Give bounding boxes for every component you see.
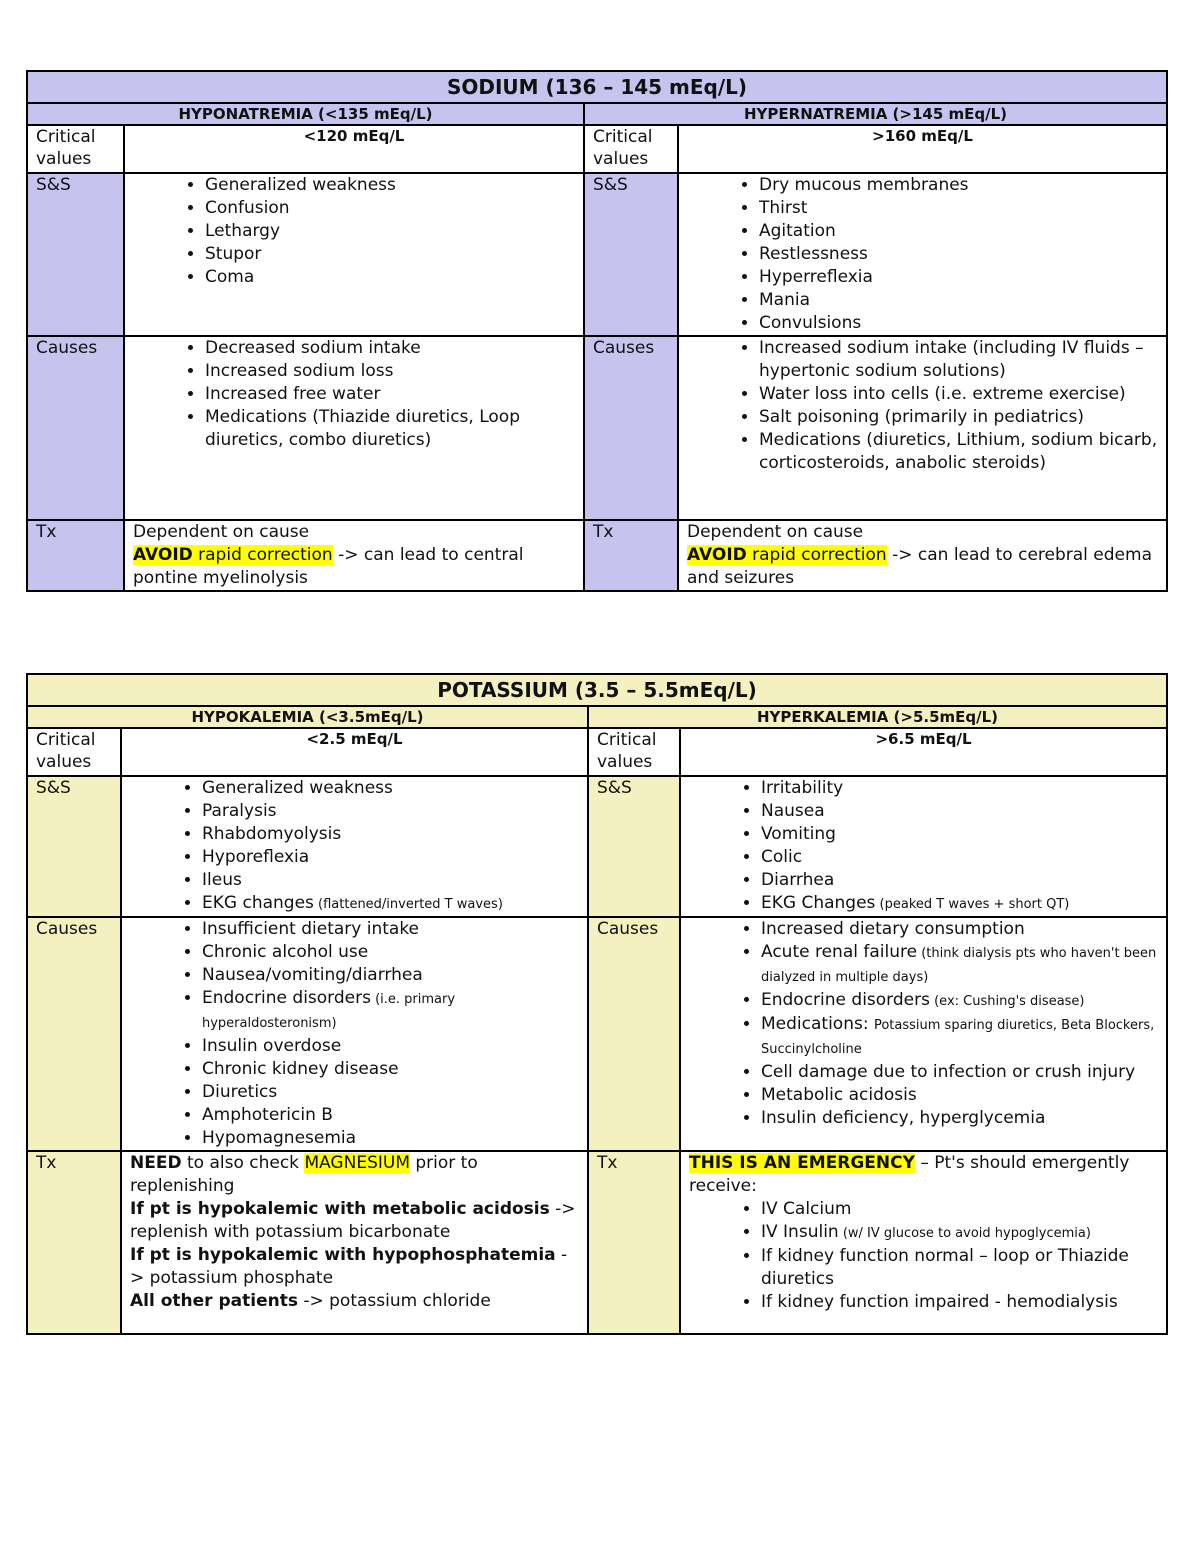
tx-label: Tx xyxy=(584,520,678,591)
list-item: • Coma xyxy=(205,266,575,289)
list-item: • Increased sodium loss xyxy=(205,360,575,383)
tx-line xyxy=(689,1152,1158,1198)
ss-label: S&S xyxy=(27,173,124,336)
list-item: • Hyperreflexia xyxy=(759,266,1158,289)
list-item: • Ileus xyxy=(202,869,579,892)
tx-bold: All other patients xyxy=(130,1291,298,1311)
ss-list-cell xyxy=(124,173,584,336)
list-item: • Water loss into cells (i.e. extreme exercise) xyxy=(759,383,1158,406)
ss-list-cell xyxy=(678,173,1167,336)
list-item: • Medications (diuretics, Lithium, sodium bicarb, corticosteroids, anabolic steroids) xyxy=(759,429,1158,475)
hyperkalemia-heading: HYPERKALEMIA (>5.5mEq/L) xyxy=(588,706,1167,728)
endocrine-note: (i.e. primary hyperaldosteronism) xyxy=(202,992,456,1031)
list-item: • Generalized weakness xyxy=(205,174,575,197)
hyponatremia-heading: HYPONATREMIA (<135 mEq/L) xyxy=(27,103,584,125)
causes-list xyxy=(130,918,579,1150)
emergency-highlight: THIS IS AN EMERGENCY xyxy=(689,1153,915,1173)
list-item: • Convulsions xyxy=(759,312,1158,335)
tx-text: to also check xyxy=(181,1153,305,1173)
causes-list-cell xyxy=(121,917,588,1151)
tx-list xyxy=(689,1198,1158,1314)
list-item: • Agitation xyxy=(759,220,1158,243)
list-item: • Dry mucous membranes xyxy=(759,174,1158,197)
tx-bold: If pt is hypokalemic with metabolic acidosis xyxy=(130,1199,550,1219)
tx-label: Tx xyxy=(27,520,124,591)
list-item: • Paralysis xyxy=(202,800,579,823)
list-item: • Hypomagnesemia xyxy=(202,1127,579,1150)
tx-line: Dependent on cause xyxy=(133,522,310,542)
endocrine-note: (ex: Cushing's disease) xyxy=(929,994,1085,1009)
list-item: • Diuretics xyxy=(202,1081,579,1104)
critical-value: >160 mEq/L xyxy=(678,125,1167,173)
causes-list-cell xyxy=(680,917,1167,1151)
list-item: • Confusion xyxy=(205,197,575,220)
list-item: • Vomiting xyxy=(761,823,1158,846)
medications: Medications: xyxy=(761,1014,874,1034)
list-item: • Salt poisoning (primarily in pediatrics) xyxy=(759,406,1158,429)
ss-label: S&S xyxy=(27,776,121,917)
list-item: • Increased dietary consumption xyxy=(761,918,1158,941)
list-item: • Amphotericin B xyxy=(202,1104,579,1127)
list-item: • Nausea/vomiting/diarrhea xyxy=(202,964,579,987)
list-item: • Chronic kidney disease xyxy=(202,1058,579,1081)
list-item: • Nausea xyxy=(761,800,1158,823)
medications-note: Potassium sparing diuretics, Beta Blockers, Succinylcholine xyxy=(761,1018,1155,1057)
tx-text: prior to replenishing xyxy=(130,1153,478,1196)
list-item: • Rhabdomyolysis xyxy=(202,823,579,846)
list-item: • Thirst xyxy=(759,197,1158,220)
critical-value: <2.5 mEq/L xyxy=(121,728,588,776)
list-item: • Stupor xyxy=(205,243,575,266)
list-item xyxy=(202,892,579,916)
list-item: • If kidney function normal – loop or Thiazide diuretics xyxy=(761,1245,1158,1291)
tx-line xyxy=(130,1244,579,1290)
hypernatremia-heading: HYPERNATREMIA (>145 mEq/L) xyxy=(584,103,1167,125)
renal-note: (think dialysis pts who haven't been dialyzed in multiple days) xyxy=(761,946,1157,985)
ekg-changes: EKG Changes xyxy=(761,893,876,913)
need-bold: NEED xyxy=(130,1153,182,1173)
critical-values-label: Critical values xyxy=(584,125,678,173)
tx-line xyxy=(130,1152,579,1198)
list-item xyxy=(761,941,1158,989)
ss-list-cell xyxy=(121,776,588,917)
tx-avoid-line xyxy=(133,544,575,590)
list-item: • Lethargy xyxy=(205,220,575,243)
list-item: • Chronic alcohol use xyxy=(202,941,579,964)
ss-list xyxy=(689,777,1158,916)
list-item xyxy=(202,987,579,1035)
tx-line xyxy=(130,1290,579,1313)
critical-values-label: Critical values xyxy=(27,125,124,173)
tx-label: Tx xyxy=(588,1151,680,1334)
tx-line xyxy=(130,1198,579,1244)
list-item: • Mania xyxy=(759,289,1158,312)
critical-value: >6.5 mEq/L xyxy=(680,728,1167,776)
avoid-highlight: AVOID xyxy=(133,545,193,565)
critical-values-label: Critical values xyxy=(27,728,121,776)
list-item: • Metabolic acidosis xyxy=(761,1084,1158,1107)
list-item: • Cell damage due to infection or crush injury xyxy=(761,1061,1158,1084)
tx-rest: -> can lead to cerebral edema and seizures xyxy=(687,545,1152,588)
causes-label: Causes xyxy=(588,917,680,1151)
causes-list-cell xyxy=(678,336,1167,520)
potassium-table xyxy=(26,673,1168,1335)
causes-list xyxy=(133,337,575,452)
ss-list xyxy=(687,174,1158,335)
tx-cell xyxy=(680,1151,1167,1334)
list-item: • Irritability xyxy=(761,777,1158,800)
ekg-note: (flattened/inverted T waves) xyxy=(313,897,503,912)
ss-label: S&S xyxy=(584,173,678,336)
causes-list xyxy=(687,337,1158,475)
tx-text: -> replenish with potassium bicarbonate xyxy=(130,1199,576,1242)
ss-list xyxy=(130,777,579,916)
tx-text: – Pt's should emergently receive: xyxy=(689,1153,1130,1196)
list-item: • Insulin overdose xyxy=(202,1035,579,1058)
list-item: • Generalized weakness xyxy=(202,777,579,800)
endocrine-disorders: Endocrine disorders xyxy=(202,988,371,1008)
list-item: • Insulin deficiency, hyperglycemia xyxy=(761,1107,1158,1130)
critical-values-label: Critical values xyxy=(588,728,680,776)
tx-cell xyxy=(678,520,1167,591)
ss-list-cell xyxy=(680,776,1167,917)
list-item: • Restlessness xyxy=(759,243,1158,266)
sodium-table xyxy=(26,70,1168,592)
list-item: • Increased free water xyxy=(205,383,575,406)
list-item: • IV Calcium xyxy=(761,1198,1158,1221)
ekg-note: (peaked T waves + short QT) xyxy=(875,897,1070,912)
tx-cell xyxy=(121,1151,588,1334)
sodium-title: SODIUM (136 – 145 mEq/L) xyxy=(27,71,1167,103)
acute-renal-failure: Acute renal failure xyxy=(761,942,918,962)
causes-list xyxy=(689,918,1158,1130)
tx-text: -> potassium phosphate xyxy=(130,1245,568,1288)
list-item: • Hyporeflexia xyxy=(202,846,579,869)
tx-text: -> potassium chloride xyxy=(297,1291,491,1311)
ss-label: S&S xyxy=(588,776,680,917)
list-item: • Decreased sodium intake xyxy=(205,337,575,360)
iv-insulin-note: (w/ IV glucose to avoid hypoglycemia) xyxy=(838,1226,1091,1241)
hypokalemia-heading: HYPOKALEMIA (<3.5mEq/L) xyxy=(27,706,588,728)
causes-list-cell xyxy=(124,336,584,520)
tx-label: Tx xyxy=(27,1151,121,1334)
causes-label: Causes xyxy=(27,336,124,520)
list-item: • Increased sodium intake (including IV fluids – hypertonic sodium solutions) xyxy=(759,337,1158,383)
iv-insulin: IV Insulin xyxy=(761,1222,839,1242)
list-item xyxy=(761,1013,1158,1061)
ekg-changes: EKG changes xyxy=(202,893,314,913)
list-item: • If kidney function impaired - hemodialysis xyxy=(761,1291,1158,1314)
tx-bold: If pt is hypokalemic with hypophosphatemia xyxy=(130,1245,556,1265)
list-item: • Medications (Thiazide diuretics, Loop diuretics, combo diuretics) xyxy=(205,406,575,452)
potassium-title: POTASSIUM (3.5 – 5.5mEq/L) xyxy=(27,674,1167,706)
list-item xyxy=(761,989,1158,1013)
tx-line: Dependent on cause xyxy=(687,522,864,542)
avoid-highlight: AVOID xyxy=(687,545,747,565)
list-item xyxy=(761,892,1158,916)
tx-cell xyxy=(124,520,584,591)
rapid-correction-highlight: rapid correction xyxy=(746,545,887,565)
list-item: • Diarrhea xyxy=(761,869,1158,892)
tx-avoid-line xyxy=(687,544,1158,590)
magnesium-highlight: MAGNESIUM xyxy=(304,1153,410,1173)
list-item: • Insufficient dietary intake xyxy=(202,918,579,941)
tx-rest: -> can lead to central pontine myelinolysis xyxy=(133,545,524,588)
critical-value: <120 mEq/L xyxy=(124,125,584,173)
list-item: • Colic xyxy=(761,846,1158,869)
ss-list xyxy=(133,174,575,289)
causes-label: Causes xyxy=(27,917,121,1151)
rapid-correction-highlight: rapid correction xyxy=(192,545,333,565)
causes-label: Causes xyxy=(584,336,678,520)
list-item xyxy=(761,1221,1158,1245)
endocrine-disorders: Endocrine disorders xyxy=(761,990,930,1010)
